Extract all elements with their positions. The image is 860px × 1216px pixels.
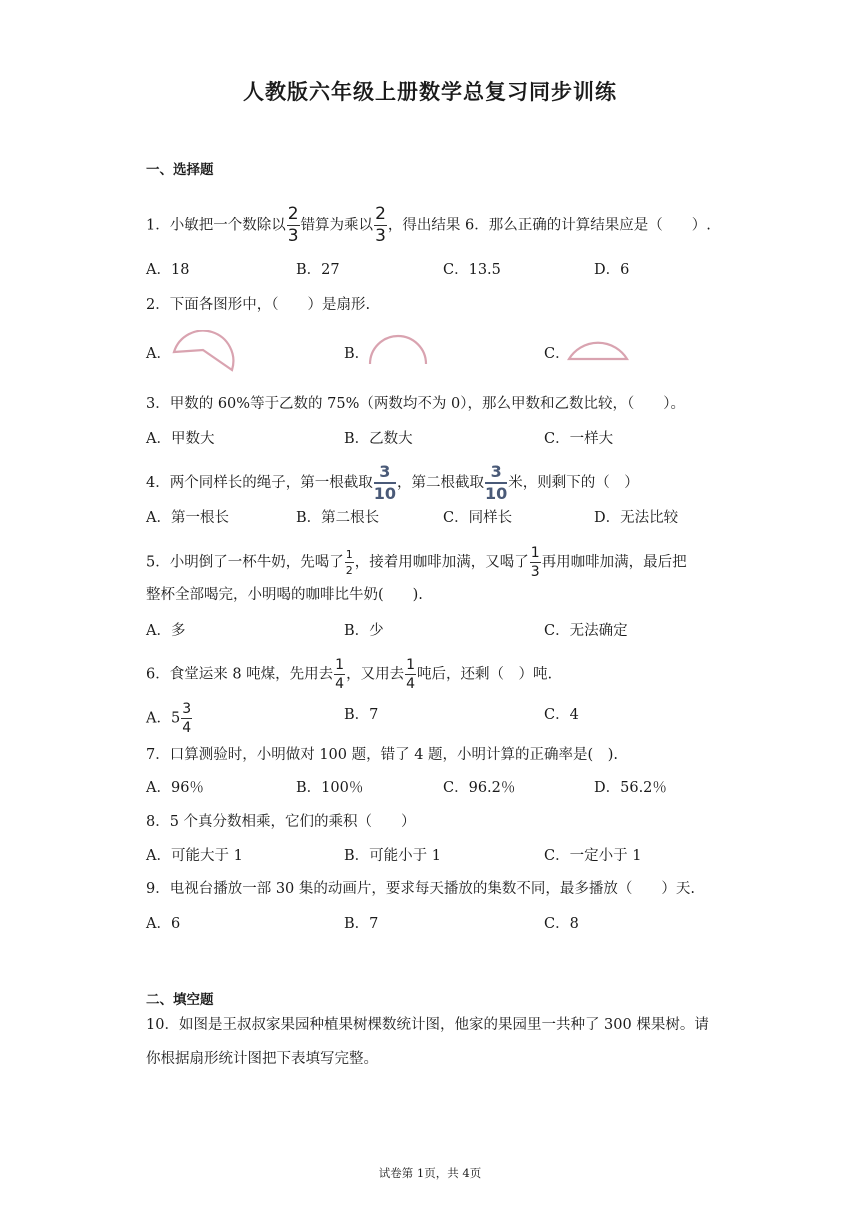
q3-option-c: C．一样大	[544, 431, 614, 447]
question-3: 3．甲数的 60%等于乙数的 75%（两数均不为 0），那么甲数和乙数比较，（ ）。	[146, 396, 685, 412]
arc-shape-b	[366, 332, 430, 366]
fraction: $\frac{1}{4}$	[406, 657, 416, 692]
question-2: 2．下面各图形中，（ ）是扇形.	[146, 297, 371, 313]
q8-option-a: A．可能大于 1	[146, 848, 243, 864]
question-10-line-2: 你根据扇形统计图把下表填写完整。	[146, 1051, 378, 1067]
q7-option-a: A．96％	[146, 780, 204, 796]
q9-option-c: C．8	[544, 916, 579, 932]
question-5-line-2: 整杯全部喝完，小明喝的咖啡比牛奶( ).	[146, 587, 423, 603]
question-7: 7．口算测验时，小明做对 100 题，错了 4 题，小明计算的正确率是( ).	[146, 747, 618, 763]
page-title: 人教版六年级上册数学总复习同步训练	[243, 80, 617, 104]
page-footer: 试卷第 1页，共 4页	[378, 1166, 482, 1180]
q7-option-b: B．100％	[296, 780, 364, 796]
fraction: $\frac{2}{3}$	[375, 204, 386, 246]
question-6: 6．食堂运来 8 吨煤，先用去 $\frac{1}{4}$ ，又用去 $\frac{1}{4}$ 吨后，还剩（ ）吨.	[146, 657, 553, 692]
section-heading-choice: 一、选择题	[146, 162, 214, 178]
q1-option-a: A．18	[146, 262, 190, 278]
q5-option-c: C．无法确定	[544, 623, 628, 639]
fraction: $\frac{1}{3}$	[530, 545, 540, 580]
q1-option-d: D．6	[594, 262, 630, 278]
question-4: 4．两个同样长的绳子，第一根截取 $\frac{3}{10}$ ，第二根截取 $\frac{3}{10}$ 米，则剩下的（ ）	[146, 462, 639, 503]
fraction: $\frac{1}{4}$	[335, 657, 345, 692]
q9-option-b: B．7	[344, 916, 379, 932]
q3-option-b: B．乙数大	[344, 431, 413, 447]
q4-option-d: D．无法比较	[594, 510, 679, 526]
sector-shape-a	[170, 330, 236, 380]
q8-option-c: C．一定小于 1	[544, 848, 642, 864]
q6-option-a: A．5 $\frac{3}{4}$	[146, 701, 192, 736]
q2-option-c: C．	[544, 346, 570, 362]
fraction: $\frac{3}{4}$	[182, 701, 192, 736]
q4-option-a: A．第一根长	[146, 510, 229, 526]
question-5: 5．小明倒了一杯牛奶，先喝了 $\frac{1}{2}$ ，接着用咖啡加满，又喝了 $\frac{1}{3}$ 再用咖啡加满，最后把	[146, 545, 687, 580]
q5-option-b: B．少	[344, 623, 384, 639]
q9-option-a: A．6	[146, 916, 181, 932]
fraction: $\frac{2}{3}$	[287, 204, 299, 246]
q4-option-b: B．第二根长	[296, 510, 380, 526]
q2-option-b: B．	[344, 346, 370, 362]
q6-option-b: B．7	[344, 707, 379, 723]
segment-shape-c	[566, 340, 630, 364]
fraction: $\frac{3}{10}$	[373, 462, 396, 503]
section-heading-fill: 二、填空题	[146, 992, 214, 1008]
fraction: $\frac{3}{10}$	[485, 462, 508, 503]
question-1: 1．小敏把一个数除以 $\frac{2}{3}$ 错算为乘以 $\frac{2}{3}$ ，得出结果 6．那么正确的计算结果应是（ ）.	[146, 204, 711, 246]
q7-option-c: C．96.2％	[443, 780, 516, 796]
q6-option-c: C．4	[544, 707, 579, 723]
q1-option-c: C．13.5	[443, 262, 501, 278]
question-8: 8．5 个真分数相乘，它们的乘积（ ）	[146, 814, 416, 830]
q7-option-d: D．56.2％	[594, 780, 667, 796]
q3-option-a: A．甲数大	[146, 431, 215, 447]
question-9: 9．电视台播放一部 30 集的动画片，要求每天播放的集数不同，最多播放（ ）天.	[146, 881, 696, 897]
fraction: $\frac{1}{2}$	[345, 548, 353, 577]
q2-option-a: A．	[146, 346, 171, 362]
q4-option-c: C．同样长	[443, 510, 513, 526]
q5-option-a: A．多	[146, 623, 186, 639]
q8-option-b: B．可能小于 1	[344, 848, 441, 864]
q1-option-b: B．27	[296, 262, 340, 278]
question-10: 10．如图是王叔叔家果园种植果树棵数统计图，他家的果园里一共种了 300 棵果树。请	[146, 1017, 709, 1033]
